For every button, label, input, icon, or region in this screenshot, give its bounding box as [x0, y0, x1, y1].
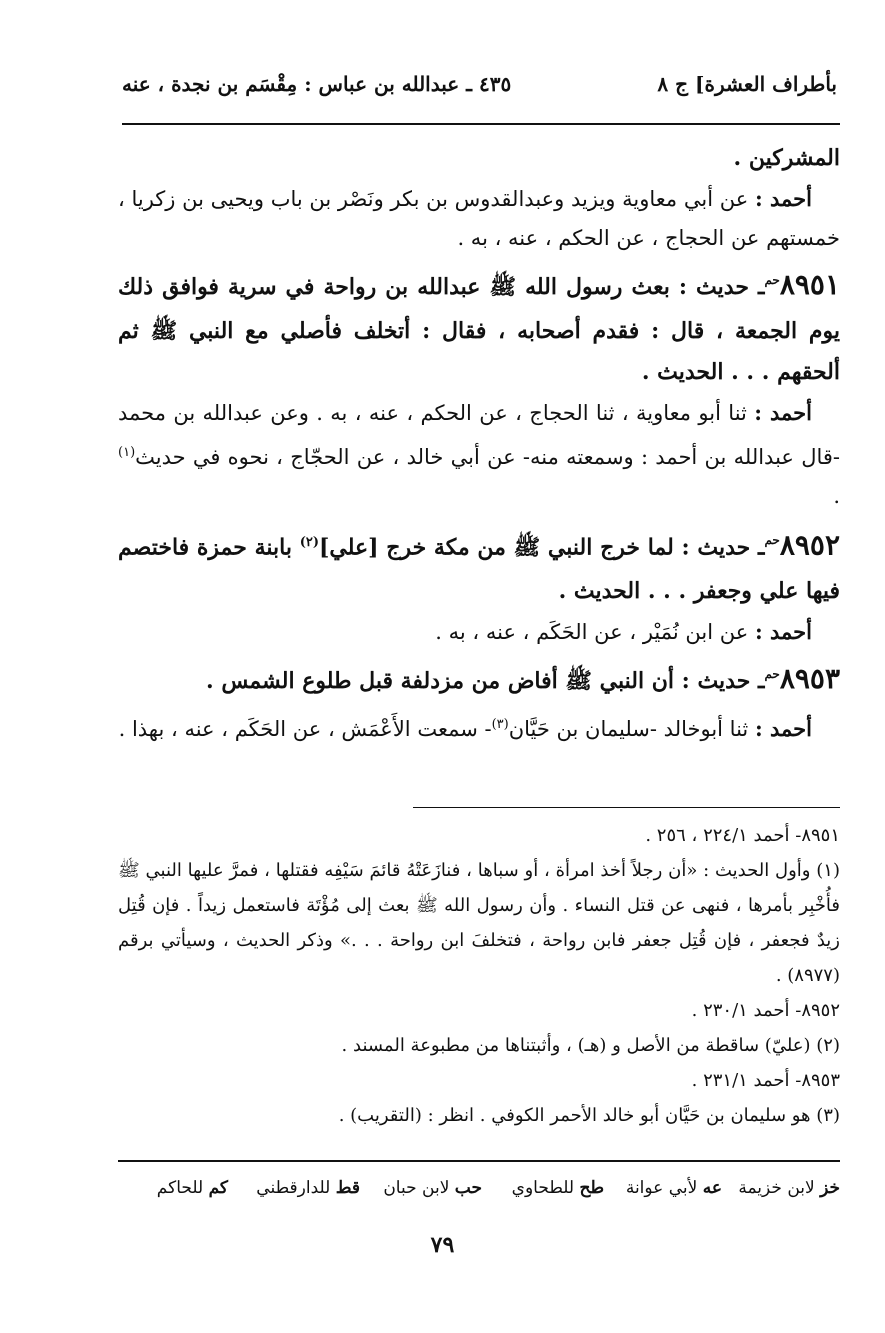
abbr-text: لأبي عوانة: [625, 1178, 698, 1198]
continuation-line: [118, 138, 840, 179]
header-chapter: ٤٣٥ ـ عبدالله بن عباس : مِقْسَم بن نجدة ، عنه: [122, 72, 512, 96]
footnote-rule: [413, 807, 840, 808]
source-end: - سمعت الأَعْمَش ، عن الحَكَم ، عنه ، بهذا .: [118, 717, 492, 742]
abbr-code: عه: [702, 1178, 722, 1198]
footnote-ref: (١): [118, 445, 136, 460]
abbr-code: خز: [820, 1178, 840, 1198]
source-keyword: أحمد :: [754, 716, 812, 742]
abbr-code: حب: [454, 1178, 482, 1198]
source-paragraph-8952: [118, 612, 840, 652]
abbr-item: [383, 1178, 482, 1198]
abbr-item: [738, 1178, 840, 1198]
abbr-item: [157, 1178, 228, 1198]
hadith-text: ـ حديث : بعث رسول الله ﷺ عبدالله بن رواحة في سرية فوافق ذلك يوم الجمعة ، قال : فقدم أصحابه ، فقال : أتخلف فأصلي مع النبي ﷺ ثم ألحقهم . . . الحديث .: [118, 274, 840, 385]
hadith-siglum: حم: [764, 667, 780, 682]
footnotes: [118, 818, 840, 1133]
footnote-line: ٨٩٥٢- أحمد ٢٣٠/١ .: [691, 1000, 840, 1021]
hadith-number: ٨٩٥٢: [779, 528, 840, 562]
abbr-text: للحاكم: [156, 1178, 204, 1198]
hadith-number: ٨٩٥٣: [779, 662, 840, 696]
source-keyword: أحمد :: [754, 186, 812, 211]
main-text: [118, 138, 840, 749]
running-header: [122, 72, 837, 106]
abbr-text: لابن خزيمة: [738, 1178, 815, 1198]
hadith-8952: [118, 522, 840, 612]
abbreviation-rule: [118, 1160, 840, 1162]
hadith-siglum: حم: [764, 533, 780, 548]
abbr-item: [626, 1178, 722, 1198]
abbr-item: [512, 1178, 604, 1198]
abbreviation-legend: [118, 1178, 840, 1208]
footnote-line: (٢) (عليّ) ساقطة من الأصل و (هـ) ، وأثبتناها من مطبوعة المسند .: [341, 1035, 840, 1056]
continuation-text: المشركين .: [733, 145, 840, 171]
footnote-line: ٨٩٥١- أحمد ٢٢٤/١ ، ٢٥٦ .: [645, 825, 840, 846]
abbr-text: لابن حبان: [383, 1178, 450, 1198]
hadith-text-end: بابنة حمزة فاختصم فيها علي وجعفر . . . الحديث .: [118, 534, 840, 605]
footnote-line: (٣) هو سليمان بن حَيَّان أبو خالد الأحمر الكوفي . انظر : (التقريب) .: [338, 1105, 840, 1126]
source-text: ثنا أبوخالد -سليمان بن حَيَّان: [508, 717, 749, 742]
page-number: ٧٩: [430, 1232, 455, 1258]
hadith-8953: [118, 658, 840, 705]
hadith-text: ـ حديث : لما خرج النبي ﷺ من مكة خرج [علي]: [319, 534, 765, 561]
abbr-item: [256, 1178, 360, 1198]
header-rule: [122, 123, 840, 125]
abbr-code: كم: [208, 1178, 228, 1198]
source-end: .: [833, 484, 840, 508]
footnote-ref: (٣): [491, 717, 509, 733]
source-text: عن أبي معاوية ويزيد وعبدالقدوس بن بكر ونَصْر بن باب ويحيى بن زكريا ، خمستهم عن الحجاج ، عن الحكم ، عنه ، به .: [118, 187, 840, 250]
footnote-line: ٨٩٥٣- أحمد ٢٣١/١ .: [691, 1070, 840, 1091]
footnote-line: (١) وأول الحديث : «أن رجلاً أخذ امرأة ، أو سباها ، فنازَعَتْهُ قائمَ سَيْفِه فقتلها ، فمرَّ عليها النبي ﷺ فأُخْبِر بأمرها ، فنهى عن قتل النساء . وأن رسول الله ﷺ بعث إلى مُؤْتَة فاستعمل زيداً . فإن قُتِل زيدٌ فجعفر ، فإن قُتِل جعفر فابن رواحة ، فتخلفَ ابن رواحة . . .» وذكر الحديث ، وسيأتي برقم (٨٩٧٧) .: [118, 860, 840, 986]
hadith-8951: [118, 264, 840, 393]
source-text: عن ابن نُمَيْر ، عن الحَكَم ، عنه ، به .: [435, 620, 749, 645]
source-text: ثنا أبو معاوية ، ثنا الحجاج ، عن الحكم ، عنه ، به . وعن عبدالله بن محمد -قال عبدالله بن أحمد : وسمعته منه- عن أبي خالد ، عن الحجّاج ، نحوه في حديث: [118, 401, 840, 469]
hadith-siglum: حم: [764, 273, 780, 287]
source-paragraph-8953: [118, 705, 840, 749]
hadith-text: ـ حديث : أن النبي ﷺ أفاض من مزدلفة قبل طلوع الشمس .: [206, 668, 765, 695]
footnote-ref: (٢): [299, 535, 319, 550]
source-paragraph: [118, 179, 840, 258]
header-volume: بأطراف العشرة] ج ٨: [657, 72, 837, 96]
abbr-text: للطحاوي: [511, 1178, 575, 1198]
source-keyword: أحمد :: [754, 400, 812, 425]
abbr-text: للدارقطني: [256, 1178, 331, 1198]
source-keyword: أحمد :: [754, 619, 812, 645]
source-paragraph-8951: [118, 393, 840, 516]
abbr-code: طح: [579, 1178, 604, 1198]
hadith-number: ٨٩٥١: [779, 268, 840, 301]
abbr-code: قط: [335, 1178, 360, 1198]
